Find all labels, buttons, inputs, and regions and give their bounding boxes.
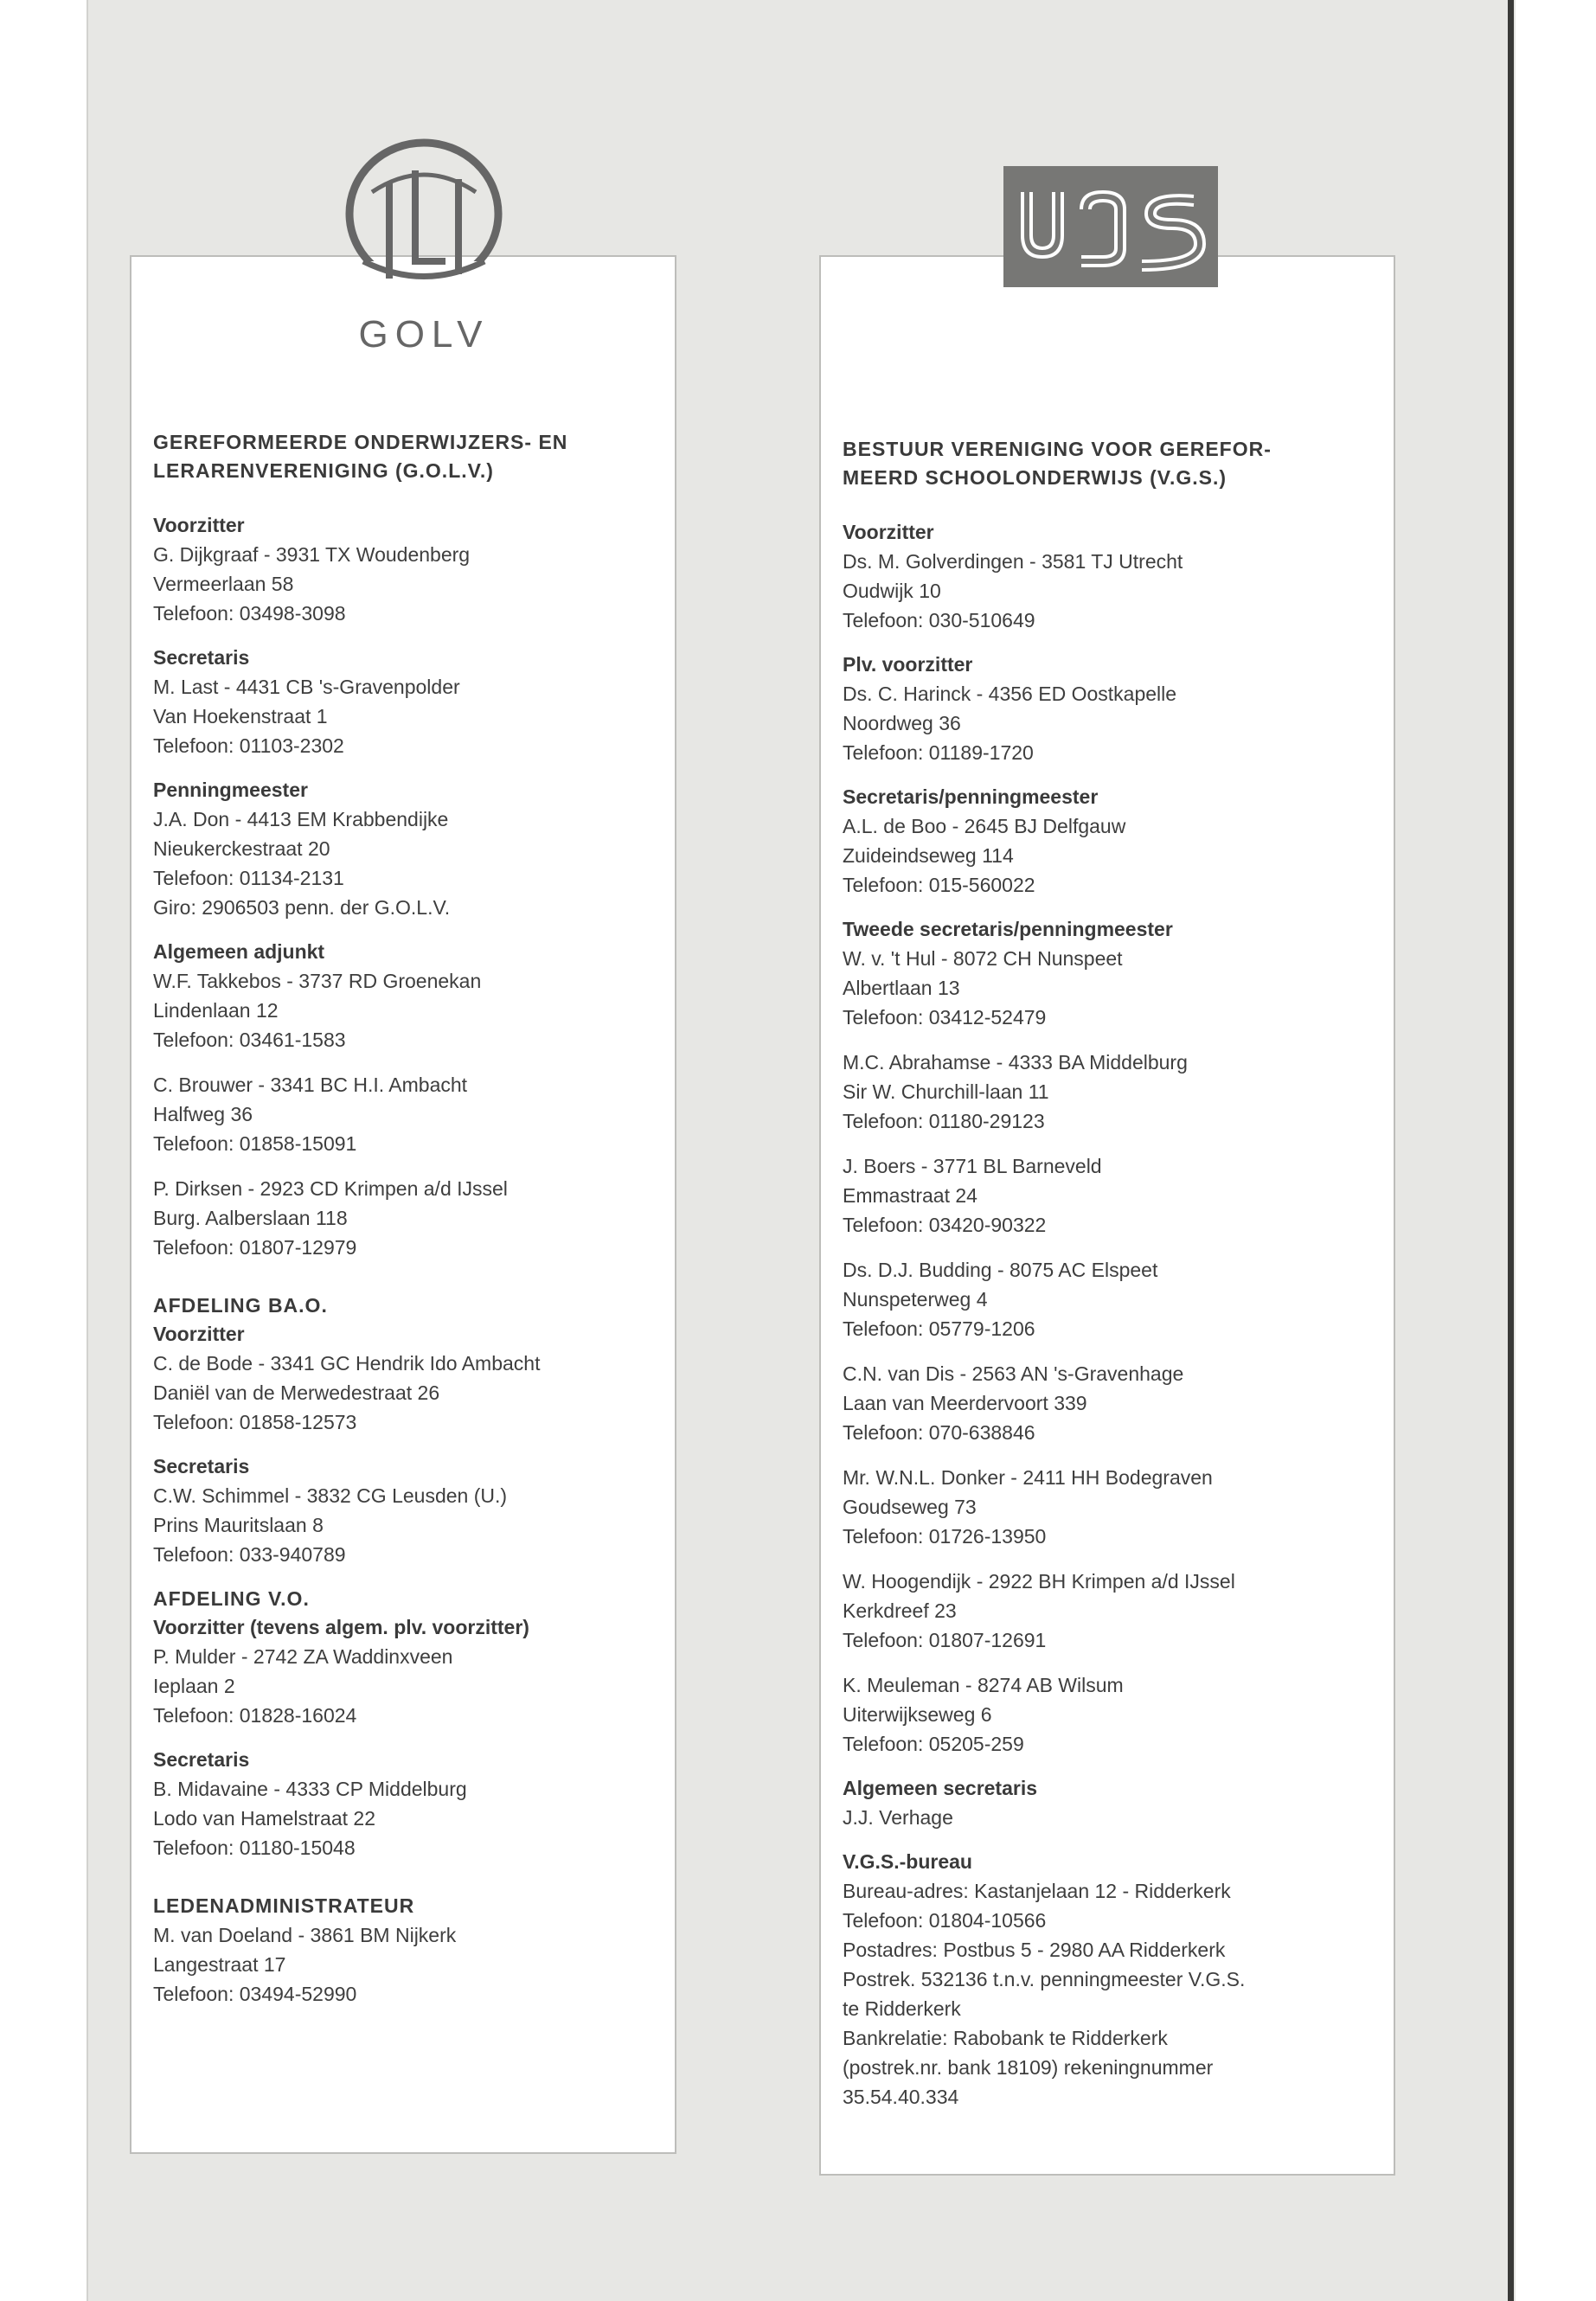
vgs-alg-secretaris-line: J.J. Verhage: [843, 1806, 953, 1829]
golv-member: [153, 1070, 653, 1158]
vgs-member-line: C.N. van Dis - 2563 AN 's-Gravenhage: [843, 1362, 1184, 1385]
vgs-member-line: Telefoon: 01180-29123: [843, 1110, 1045, 1132]
vgs-bureau: [843, 1848, 1372, 2112]
vgs-voorzitter-line: Telefoon: 030-510649: [843, 609, 1035, 631]
vgs-plv-voorzitter-line: Noordweg 36: [843, 712, 961, 734]
vgs-member-line: Telefoon: 01726-13950: [843, 1525, 1047, 1548]
golv-secretaris-line: M. Last - 4431 CB 's-Gravenpolder: [153, 676, 460, 698]
golv-logo-text: GOLV: [358, 313, 490, 356]
vo-voorzitter-line: Ieplaan 2: [153, 1675, 235, 1697]
afdeling-vo-heading: AFDELING V.O.: [153, 1587, 310, 1610]
vgs-card: [819, 255, 1395, 2176]
golv-penningmeester: [153, 776, 653, 922]
golv-secretaris-line: Van Hoekenstraat 1: [153, 705, 328, 727]
vgs-tweede-secr: [843, 915, 1372, 1032]
vgs-member-line: K. Meuleman - 8274 AB Wilsum: [843, 1674, 1124, 1696]
vgs-member-line: Laan van Meerdervoort 339: [843, 1392, 1087, 1414]
vgs-bureau-line: 35.54.40.334: [843, 2086, 959, 2108]
vgs-member-line: J. Boers - 3771 BL Barneveld: [843, 1155, 1102, 1177]
vgs-secr-penn-line: Telefoon: 015-560022: [843, 874, 1035, 896]
vgs-logo-text: [1003, 166, 1004, 167]
vgs-member-line: Uiterwijkseweg 6: [843, 1703, 992, 1726]
vgs-member-line: Mr. W.N.L. Donker - 2411 HH Bodegraven: [843, 1466, 1213, 1489]
vgs-member: [843, 1567, 1372, 1655]
spacer: [153, 1878, 653, 1892]
vgs-secr-penn-line: A.L. de Boo - 2645 BJ Delfgauw: [843, 815, 1126, 837]
ledenadministrateur-line: M. van Doeland - 3861 BM Nijkerk: [153, 1924, 457, 1946]
golv-voorzitter-line: Telefoon: 03498-3098: [153, 602, 346, 625]
vgs-bureau-line: Postrek. 532136 t.n.v. penningmeester V.G.S.: [843, 1968, 1246, 1990]
vgs-logo-icon: [1003, 166, 1218, 287]
golv-org-name-line2: LERARENVERENIGING (G.O.L.V.): [153, 459, 494, 482]
vo-voorzitter-line: Telefoon: 01828-16024: [153, 1704, 357, 1727]
golv-voorzitter-line: Vermeerlaan 58: [153, 573, 294, 595]
golv-member: [153, 1174, 653, 1262]
vgs-member: [843, 1255, 1372, 1343]
golv-penningmeester-line: Giro: 2906503 penn. der G.O.L.V.: [153, 896, 451, 919]
golv-penningmeester-line: Nieukerckestraat 20: [153, 837, 330, 860]
ledenadministrateur-line: Telefoon: 03494-52990: [153, 1983, 357, 2005]
vgs-alg-secretaris: [843, 1774, 1372, 1832]
vgs-org-name-line1: BESTUUR VERENIGING VOOR GEREFOR-: [843, 438, 1272, 460]
vgs-bureau-line: Bankrelatie: Rabobank te Ridderkerk: [843, 2027, 1168, 2049]
vgs-bureau-line: Telefoon: 01804-10566: [843, 1909, 1047, 1932]
vgs-plv-voorzitter-line: Ds. C. Harinck - 4356 ED Oostkapelle: [843, 683, 1177, 705]
bao-secretaris-line: C.W. Schimmel - 3832 CG Leusden (U.): [153, 1484, 508, 1507]
vgs-member-line: Sir W. Churchill-laan 11: [843, 1080, 1049, 1103]
spacer: [153, 1278, 653, 1292]
golv-voorzitter-line: G. Dijkgraaf - 3931 TX Woudenberg: [153, 543, 471, 566]
vo-secretaris-line: Lodo van Hamelstraat 22: [153, 1807, 375, 1830]
golv-org-name-line1: GEREFORMEERDE ONDERWIJZERS- EN: [153, 431, 568, 453]
vgs-tweede-secr-line: W. v. 't Hul - 8072 CH Nunspeet: [843, 947, 1123, 970]
vgs-member-line: M.C. Abrahamse - 4333 BA Middelburg: [843, 1051, 1188, 1074]
bao-secretaris: [153, 1452, 653, 1569]
golv-voorzitter: [153, 511, 653, 628]
ledenadministrateur-line: Langestraat 17: [153, 1953, 286, 1976]
vgs-member: [843, 1151, 1372, 1240]
bao-voorzitter-line: Daniël van de Merwedestraat 26: [153, 1381, 440, 1404]
bao-secretaris-title: Secretaris: [153, 1455, 250, 1477]
golv-member-line: Burg. Aalberslaan 118: [153, 1207, 348, 1229]
bao-voorzitter: [153, 1320, 653, 1437]
golv-member-line: C. Brouwer - 3341 BC H.I. Ambacht: [153, 1074, 468, 1096]
bao-voorzitter-line: C. de Bode - 3341 GC Hendrik Ido Ambacht: [153, 1352, 541, 1375]
vgs-tweede-secr-line: Telefoon: 03412-52479: [843, 1006, 1047, 1029]
vgs-member-line: Telefoon: 05779-1206: [843, 1317, 1035, 1340]
golv-card: [130, 255, 676, 2154]
ledenadministrateur-heading: LEDENADMINISTRATEUR: [153, 1894, 415, 1917]
vgs-member-line: Kerkdreef 23: [843, 1599, 957, 1622]
golv-secretaris: [153, 644, 653, 760]
vgs-plv-voorzitter-line: Telefoon: 01189-1720: [843, 741, 1034, 764]
golv-penningmeester-title: Penningmeester: [153, 779, 308, 801]
golv-adjunkt-line: W.F. Takkebos - 3737 RD Groenekan: [153, 970, 482, 992]
vgs-tweede-secr-line: Albertlaan 13: [843, 977, 960, 999]
vgs-member: [843, 1463, 1372, 1551]
vgs-member-line: Telefoon: 070-638846: [843, 1421, 1035, 1444]
vgs-member: [843, 1048, 1372, 1136]
golv-member-line: P. Dirksen - 2923 CD Krimpen a/d IJssel: [153, 1177, 508, 1200]
vo-voorzitter: [153, 1613, 653, 1730]
golv-member-line: Halfweg 36: [153, 1103, 253, 1125]
vo-voorzitter-title: Voorzitter (tevens algem. plv. voorzitter): [153, 1616, 529, 1638]
golv-penningmeester-line: J.A. Don - 4413 EM Krabbendijke: [153, 808, 449, 830]
bao-voorzitter-title: Voorzitter: [153, 1323, 245, 1345]
vgs-member-line: Ds. D.J. Budding - 8075 AC Elspeet: [843, 1259, 1158, 1281]
vgs-bureau-line: Bureau-adres: Kastanjelaan 12 - Ridderkerk: [843, 1880, 1231, 1902]
vgs-secr-penn: [843, 783, 1372, 900]
vgs-member-line: Emmastraat 24: [843, 1184, 977, 1207]
golv-voorzitter-title: Voorzitter: [153, 514, 245, 536]
vgs-member-line: Telefoon: 01807-12691: [843, 1629, 1047, 1651]
vgs-member-line: W. Hoogendijk - 2922 BH Krimpen a/d IJssel: [843, 1570, 1235, 1593]
vgs-member-line: Nunspeterweg 4: [843, 1288, 988, 1311]
vgs-bureau-line: (postrek.nr. bank 18109) rekeningnummer: [843, 2056, 1214, 2079]
vgs-tweede-secr-title: Tweede secretaris/penningmeester: [843, 918, 1173, 940]
vo-secretaris-title: Secretaris: [153, 1748, 250, 1771]
vgs-bureau-line: te Ridderkerk: [843, 1997, 961, 2020]
vo-voorzitter-line: P. Mulder - 2742 ZA Waddinxveen: [153, 1645, 453, 1668]
vgs-member: [843, 1359, 1372, 1447]
vo-secretaris: [153, 1746, 653, 1862]
vgs-org-name-line2: MEERD SCHOOLONDERWIJS (V.G.S.): [843, 466, 1227, 489]
vgs-secr-penn-line: Zuideindseweg 114: [843, 844, 1014, 867]
vgs-plv-voorzitter-title: Plv. voorzitter: [843, 653, 973, 676]
golv-adjunkt-title: Algemeen adjunkt: [153, 940, 325, 963]
vo-secretaris-line: B. Midavaine - 4333 CP Middelburg: [153, 1778, 467, 1800]
vgs-plv-voorzitter: [843, 651, 1372, 767]
bao-voorzitter-line: Telefoon: 01858-12573: [153, 1411, 357, 1433]
vo-secretaris-line: Telefoon: 01180-15048: [153, 1836, 356, 1859]
golv-secretaris-line: Telefoon: 01103-2302: [153, 734, 344, 757]
vgs-member-line: Telefoon: 03420-90322: [843, 1214, 1047, 1236]
golv-member-line: Telefoon: 01807-12979: [153, 1236, 357, 1259]
golv-adjunkt: [153, 938, 653, 1054]
vgs-voorzitter-title: Voorzitter: [843, 521, 934, 543]
vgs-member: [843, 1670, 1372, 1759]
vgs-voorzitter-line: Oudwijk 10: [843, 580, 941, 602]
vgs-voorzitter: [843, 518, 1372, 635]
golv-secretaris-title: Secretaris: [153, 646, 250, 669]
vgs-bureau-line: Postadres: Postbus 5 - 2980 AA Ridderkerk: [843, 1939, 1226, 1961]
vgs-alg-secretaris-title: Algemeen secretaris: [843, 1777, 1038, 1799]
vgs-member-line: Telefoon: 05205-259: [843, 1733, 1024, 1755]
vgs-member-line: Goudseweg 73: [843, 1496, 977, 1518]
bao-secretaris-line: Prins Mauritslaan 8: [153, 1514, 324, 1536]
vgs-logo: [1003, 166, 1218, 287]
afdeling-bao-heading: AFDELING BA.O.: [153, 1294, 328, 1317]
ledenadministrateur: [153, 1920, 653, 2009]
golv-adjunkt-line: Lindenlaan 12: [153, 999, 279, 1022]
page-edge: [1508, 0, 1514, 2301]
golv-penningmeester-line: Telefoon: 01134-2131: [153, 867, 344, 889]
bao-secretaris-line: Telefoon: 033-940789: [153, 1543, 346, 1566]
golv-adjunkt-line: Telefoon: 03461-1583: [153, 1029, 346, 1051]
vgs-voorzitter-line: Ds. M. Golverdingen - 3581 TJ Utrecht: [843, 550, 1183, 573]
vgs-secr-penn-title: Secretaris/penningmeester: [843, 785, 1099, 808]
golv-member-line: Telefoon: 01858-15091: [153, 1132, 357, 1155]
vgs-bureau-title: V.G.S.-bureau: [843, 1850, 972, 1873]
